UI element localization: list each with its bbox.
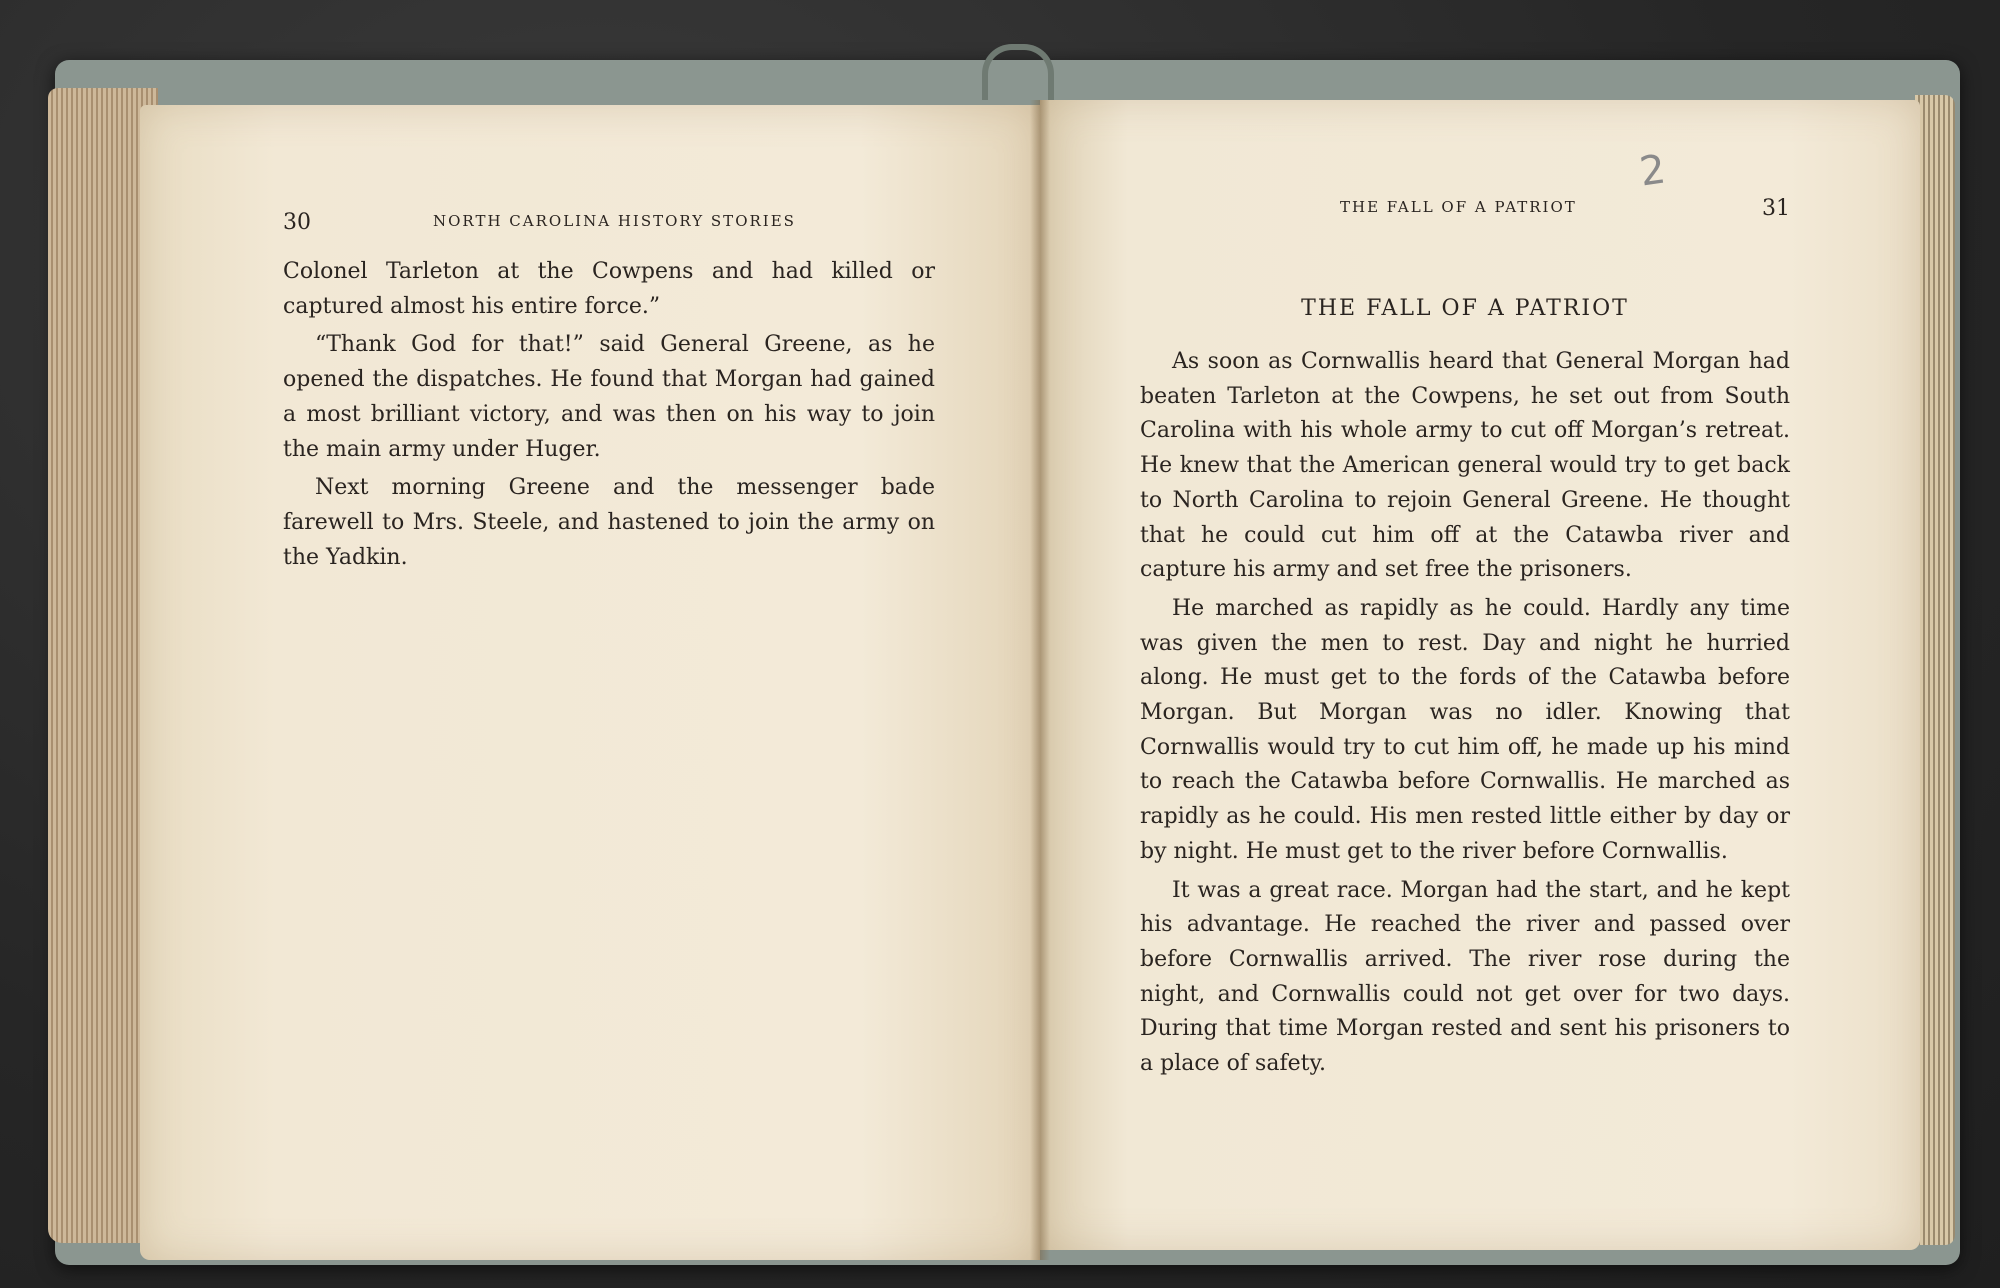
right-page-edges [1915, 95, 1955, 1245]
spine-thread [982, 44, 1054, 100]
left-page-body [283, 255, 935, 575]
right-page-body [1140, 345, 1790, 1082]
left-page-number: 30 [283, 210, 311, 235]
left-running-header: NORTH CAROLINA HISTORY STORIES [433, 212, 796, 230]
chapter-title: THE FALL OF A PATRIOT [1301, 296, 1629, 321]
right-running-header: THE FALL OF A PATRIOT [1340, 198, 1577, 216]
right-paragraph-1: As soon as Cornwallis heard that General Morgan had beaten Tarleton at the Cowpens, he set out from South Carolina with his whole army to cut off Morgan’s retreat. He knew that the American general would try to get back to North Carolina to rejoin General Greene. He thought that he could cut him off at the Catawba river and capture his army and set free the prisoners. [1140, 349, 1790, 583]
book-gutter [1030, 100, 1050, 1260]
left-paragraph-2: “Thank God for that!” said General Greene, as he opened the dispatches. He found that Morgan had gained a most brilliant victory, and was then on his way to join the main army under Huger. [283, 332, 935, 462]
right-paragraph-2: He marched as rapidly as he could. Hardly any time was given the men to rest. Day and night he hurried along. He must get to the fords of the Catawba before Morgan. But Morgan was no idler. Knowing that Cornwallis would try to cut him off, he made up his mind to reach the Catawba before Cornwallis. He marched as rapidly as he could. His men rested little either by day or by night. He must get to the river before Cornwallis. [1140, 595, 1790, 864]
pencil-mark: 2 [1636, 146, 1669, 196]
left-paragraph-3: Next morning Greene and the messenger bade farewell to Mrs. Steele, and hastened to join the army on the Yadkin. [283, 475, 935, 570]
right-paragraph-3: It was a great race. Morgan had the start, and he kept his advantage. He reached the river and passed over before Cornwallis arrived. The river rose during the night, and Cornwallis could not get over for two days. During that time Morgan rested and sent his prisoners to a place of safety. [1140, 877, 1790, 1077]
left-paragraph-1: Colonel Tarleton at the Cowpens and had killed or captured almost his entire force.” [283, 259, 935, 319]
right-page-number: 31 [1762, 196, 1790, 221]
